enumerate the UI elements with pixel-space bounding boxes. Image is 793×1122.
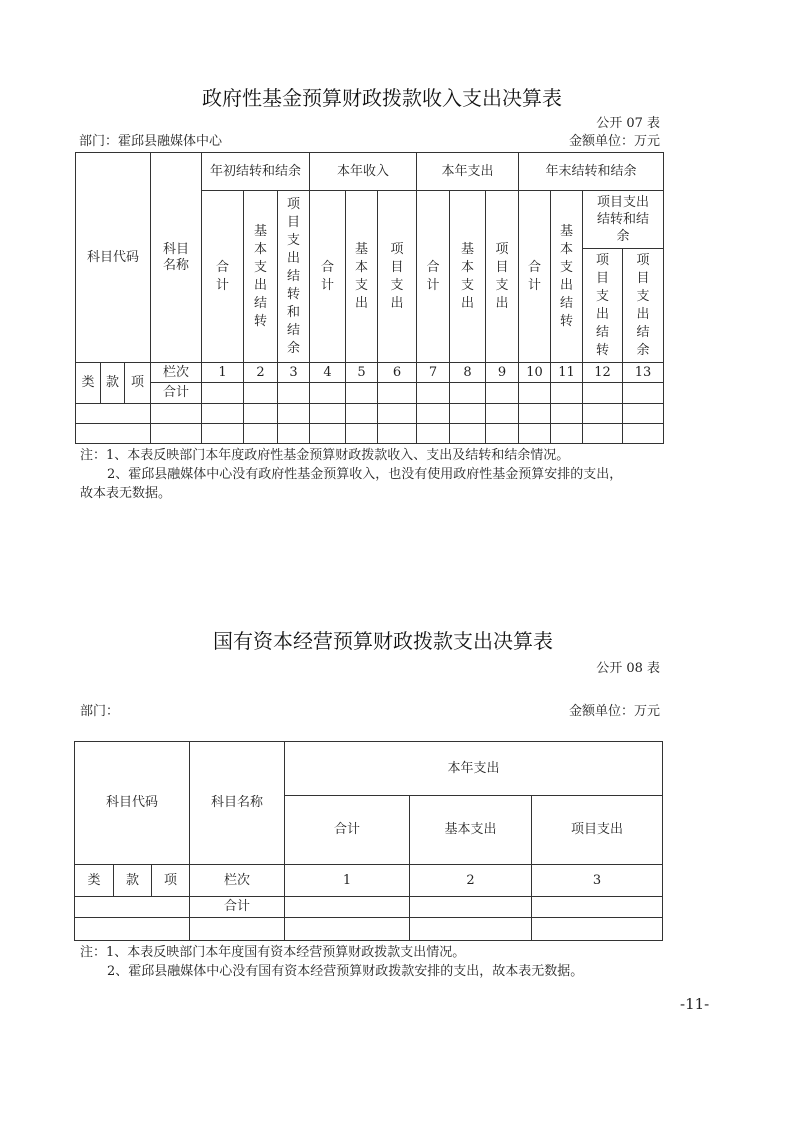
cell <box>285 918 410 941</box>
column-number: 1 <box>285 865 410 897</box>
header-group-expense: 本年支出 <box>417 153 519 191</box>
cell <box>519 404 551 424</box>
table08-note-1: 注：1、本表反映部门本年度国有资本经营预算财政拨款支出情况。 <box>80 945 466 960</box>
cell <box>486 404 519 424</box>
column-number: 6 <box>378 363 417 383</box>
table-row-total <box>76 383 664 404</box>
header-subject-name: 科目名称 <box>151 153 202 363</box>
cell <box>623 424 664 444</box>
column-number: 3 <box>532 865 663 897</box>
cell <box>486 424 519 444</box>
header-group-end: 年末结转和结余 <box>519 153 664 191</box>
column-number: 10 <box>519 363 551 383</box>
cell <box>244 424 278 444</box>
cell <box>202 383 244 404</box>
cell <box>519 424 551 444</box>
header-kuan: 款 <box>114 865 152 897</box>
header-total: 合计 <box>285 796 410 865</box>
column-number: 1 <box>202 363 244 383</box>
column-number: 2 <box>244 363 278 383</box>
row-label <box>151 404 202 424</box>
table08-title: 国有资本经营预算财政拨款支出决算表 <box>213 629 553 653</box>
table07-note-3: 故本表无数据。 <box>80 486 172 501</box>
cell-code <box>75 897 190 918</box>
cell <box>278 424 310 444</box>
header-income-basic: 基本支出 <box>346 191 378 363</box>
cell <box>450 424 486 444</box>
header-lanci: 栏次 <box>190 865 285 897</box>
cell <box>551 404 583 424</box>
table08-note-2: 2、霍邱县融媒体中心没有国有资本经营预算财政拨款安排的支出，故本表无数据。 <box>107 964 584 979</box>
cell <box>346 383 378 404</box>
header-basic-expense: 基本支出 <box>410 796 532 865</box>
cell <box>583 383 623 404</box>
header-end-total: 合计 <box>519 191 551 363</box>
cell <box>346 404 378 424</box>
cell <box>202 424 244 444</box>
cell <box>378 404 417 424</box>
cell <box>532 897 663 918</box>
header-lei: 类 <box>76 363 101 404</box>
table07-note-1: 注：1、本表反映部门本年度政府性基金预算财政拨款收入、支出及结转和结余情况。 <box>80 448 570 463</box>
cell <box>417 404 450 424</box>
header-lei: 类 <box>75 865 114 897</box>
cell <box>310 404 346 424</box>
header-project-expense: 项目支出 <box>532 796 663 865</box>
cell-code <box>75 918 190 941</box>
table-row <box>76 404 664 424</box>
header-xiang: 项 <box>152 865 190 897</box>
header-begin-project-carry-balance: 项目支出结转和结余 <box>278 191 310 363</box>
cell <box>519 383 551 404</box>
row-label: 合计 <box>151 383 202 404</box>
column-number: 13 <box>623 363 664 383</box>
table08-department: 部门： <box>80 704 120 719</box>
cell <box>310 424 346 444</box>
cell <box>378 383 417 404</box>
row-label: 合计 <box>190 897 285 918</box>
table07-department: 部门：霍邱县融媒体中心 <box>79 134 223 149</box>
page-number: -11- <box>680 995 710 1013</box>
cell <box>551 383 583 404</box>
cell <box>417 383 450 404</box>
header-group-income: 本年收入 <box>310 153 417 191</box>
header-xiang: 项 <box>125 363 151 404</box>
cell <box>410 897 532 918</box>
cell <box>583 404 623 424</box>
header-income-total: 合计 <box>310 191 346 363</box>
cell <box>623 383 664 404</box>
table07-note-2: 2、霍邱县融媒体中心没有政府性基金预算收入，也没有使用政府性基金预算安排的支出， <box>107 467 623 482</box>
table07 <box>75 152 664 444</box>
header-end-basic-carry: 基本支出结转 <box>551 191 583 363</box>
cell <box>623 404 664 424</box>
column-number: 8 <box>450 363 486 383</box>
table07-unit: 金额单位：万元 <box>568 134 660 149</box>
table-row <box>76 424 664 444</box>
header-expense-basic: 基本支出 <box>450 191 486 363</box>
row-label <box>190 918 285 941</box>
header-income-project: 项目支出 <box>378 191 417 363</box>
table-row-lanci <box>76 363 664 383</box>
header-kuan: 款 <box>101 363 125 404</box>
header-begin-total: 合计 <box>202 191 244 363</box>
cell-code <box>76 404 151 424</box>
column-number: 7 <box>417 363 450 383</box>
table-row <box>75 918 663 941</box>
column-number: 5 <box>346 363 378 383</box>
cell <box>346 424 378 444</box>
cell <box>378 424 417 444</box>
cell <box>244 383 278 404</box>
column-number: 11 <box>551 363 583 383</box>
header-begin-basic-carry: 基本支出结转 <box>244 191 278 363</box>
table07-number: 公开 07 表 <box>596 116 660 131</box>
header-group-expense: 本年支出 <box>285 742 663 796</box>
cell <box>486 383 519 404</box>
table08-number: 公开 08 表 <box>596 661 660 676</box>
cell <box>278 404 310 424</box>
cell <box>551 424 583 444</box>
row-label <box>151 424 202 444</box>
header-subject-code: 科目代码 <box>76 153 151 363</box>
column-number: 2 <box>410 865 532 897</box>
table-row-lanci <box>75 865 663 897</box>
header-end-project-balance: 项目支出结余 <box>623 249 664 363</box>
cell <box>417 424 450 444</box>
header-expense-total: 合计 <box>417 191 450 363</box>
header-end-project-group: 项目支出结转和结余 <box>583 191 664 249</box>
cell <box>583 424 623 444</box>
header-expense-project: 项目支出 <box>486 191 519 363</box>
column-number: 12 <box>583 363 623 383</box>
cell <box>450 383 486 404</box>
cell <box>410 918 532 941</box>
table07-title: 政府性基金预算财政拨款收入支出决算表 <box>202 86 562 110</box>
header-subject-code: 科目代码 <box>75 742 190 865</box>
header-lanci: 栏次 <box>151 363 202 383</box>
cell <box>244 404 278 424</box>
table08-unit: 金额单位：万元 <box>568 704 660 719</box>
table08 <box>74 741 663 941</box>
cell-code <box>76 424 151 444</box>
header-group-begin: 年初结转和结余 <box>202 153 310 191</box>
header-end-project-carry: 项目支出结转 <box>583 249 623 363</box>
column-number: 4 <box>310 363 346 383</box>
cell <box>310 383 346 404</box>
cell <box>450 404 486 424</box>
header-subject-name: 科目名称 <box>190 742 285 865</box>
column-number: 9 <box>486 363 519 383</box>
cell <box>285 897 410 918</box>
column-number: 3 <box>278 363 310 383</box>
cell <box>278 383 310 404</box>
cell <box>532 918 663 941</box>
table-row-total <box>75 897 663 918</box>
cell <box>202 404 244 424</box>
